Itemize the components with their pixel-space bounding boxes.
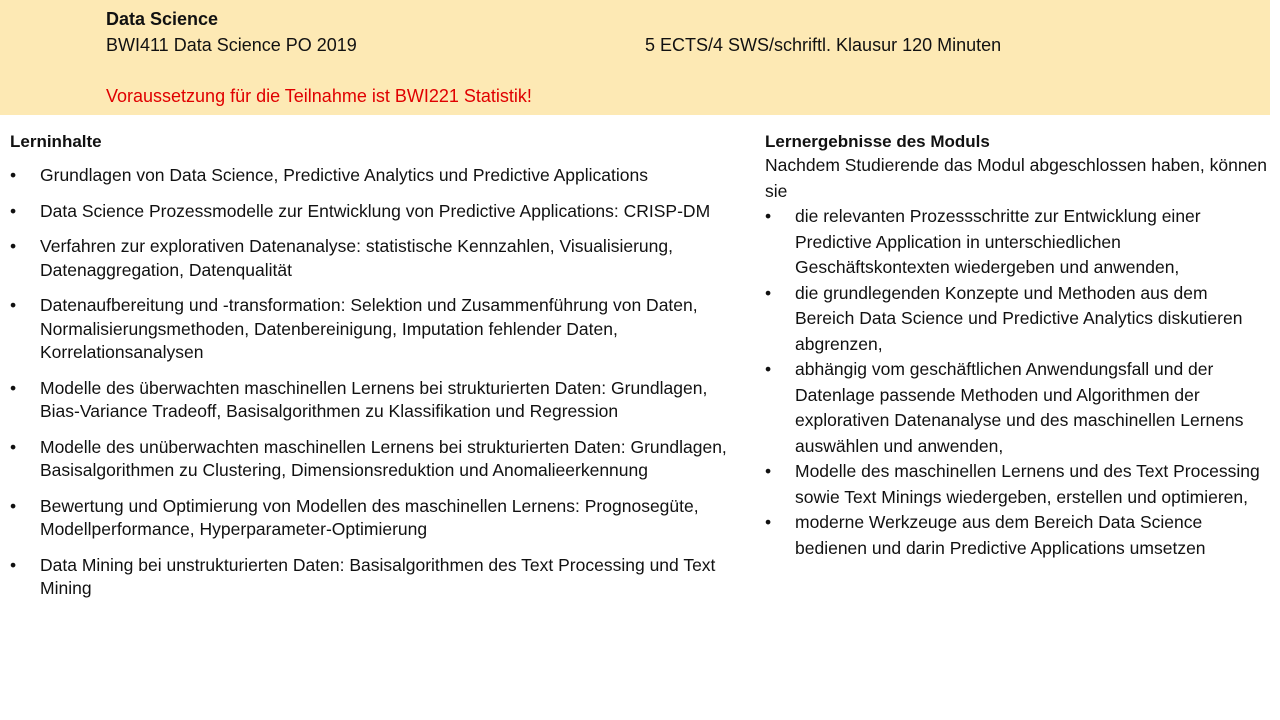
- list-item: [10, 554, 730, 601]
- bullet-icon: •: [765, 206, 772, 226]
- course-code: BWI411 Data Science PO 2019: [106, 35, 357, 55]
- learning-outcomes-column: [765, 130, 1270, 561]
- list-item-text: Data Mining bei unstrukturierten Daten: Basisalgorithmen des Text Processing und Text Mining: [40, 554, 716, 598]
- bullet-icon: •: [10, 436, 17, 457]
- list-item: [765, 510, 1270, 561]
- list-item: [10, 294, 730, 365]
- bullet-icon: •: [765, 512, 772, 532]
- prerequisite-note: Voraussetzung für die Teilnahme ist BWI221 Statistik!: [106, 86, 532, 106]
- list-item-text: Data Science Prozessmodelle zur Entwicklung von Predictive Applications: CRISP-DM: [40, 200, 711, 221]
- learning-outcomes-intro: Nachdem Studierende das Modul abgeschlossen haben, können sie: [765, 155, 1268, 201]
- list-item-text: Bewertung und Optimierung von Modellen des maschinellen Lernens: Prognosegüte, Modellperformance, Hyperparameter-Optimierung: [40, 495, 699, 539]
- list-item-text: Modelle des maschinellen Lernens und des Text Processing sowie Text Minings wiedergeben, erstellen und optimieren,: [795, 461, 1260, 507]
- bullet-icon: •: [10, 377, 17, 398]
- bullet-icon: •: [10, 236, 17, 256]
- list-item-text: Modelle des überwachten maschinellen Lernens bei strukturierten Daten: Grundlagen, Bias-Variance Tradeoff, Basisalgorithmen zu Klassifikation und Regression: [40, 377, 708, 421]
- bullet-icon: •: [765, 282, 772, 303]
- list-item-text: Verfahren zur explorativen Datenanalyse: statistische Kennzahlen, Visualisierung, Datenaggregation, Datenqualität: [40, 236, 673, 280]
- learning-contents-column: [10, 130, 730, 613]
- bullet-icon: •: [10, 554, 17, 575]
- list-item: [10, 377, 730, 424]
- list-item-text: Modelle des unüberwachten maschinellen Lernens bei strukturierten Daten: Grundlagen, Basisalgorithmen zu Clustering, Dimensionsreduktion und Anomalieerkennung: [40, 436, 727, 480]
- ects-info: 5 ECTS/4 SWS/schriftl. Klausur 120 Minuten: [645, 35, 1002, 55]
- list-item-text: Grundlagen von Data Science, Predictive Analytics und Predictive Applications: [40, 165, 648, 185]
- learning-contents-list: [10, 164, 730, 601]
- list-item: [765, 459, 1270, 510]
- bullet-icon: •: [765, 461, 772, 481]
- list-item: [10, 200, 730, 224]
- list-item-text: moderne Werkzeuge aus dem Bereich Data Science bedienen und darin Predictive Applications umsetzen: [795, 512, 1206, 558]
- list-item-text: die grundlegenden Konzepte und Methoden aus dem Bereich Data Science und Predictive Analytics diskutieren abgrenzen,: [795, 282, 1243, 354]
- bullet-icon: •: [10, 495, 17, 516]
- list-item: [10, 164, 730, 188]
- list-item: [765, 357, 1270, 459]
- bullet-icon: •: [10, 295, 17, 315]
- list-item: [10, 495, 730, 542]
- bullet-icon: •: [765, 359, 772, 379]
- module-title: Data Science: [106, 9, 219, 29]
- learning-outcomes-heading: Lernergebnisse des Moduls: [765, 132, 990, 151]
- list-item-text: abhängig vom geschäftlichen Anwendungsfall und der Datenlage passende Methoden und Algorithmen der explorativen Datenanalyse und des maschinellen Lernens auswählen und anwenden,: [795, 359, 1244, 456]
- learning-contents-heading: Lerninhalte: [10, 132, 102, 151]
- list-item-text: die relevanten Prozessschritte zur Entwicklung einer Predictive Application in unterschiedlichen Geschäftskontexten wiedergeben und anwenden,: [795, 206, 1201, 277]
- header-banner: [0, 0, 1270, 115]
- list-item: [765, 281, 1270, 358]
- list-item: [765, 204, 1270, 281]
- list-item: [10, 235, 730, 282]
- learning-outcomes-list: [765, 204, 1270, 561]
- list-item: [10, 436, 730, 483]
- list-item-text: Datenaufbereitung und -transformation: Selektion und Zusammenführung von Daten, Normalisierungsmethoden, Datenbereinigung, Imputation fehlender Daten, Korrelationsanalysen: [40, 295, 698, 362]
- bullet-icon: •: [10, 200, 17, 221]
- bullet-icon: •: [10, 165, 17, 185]
